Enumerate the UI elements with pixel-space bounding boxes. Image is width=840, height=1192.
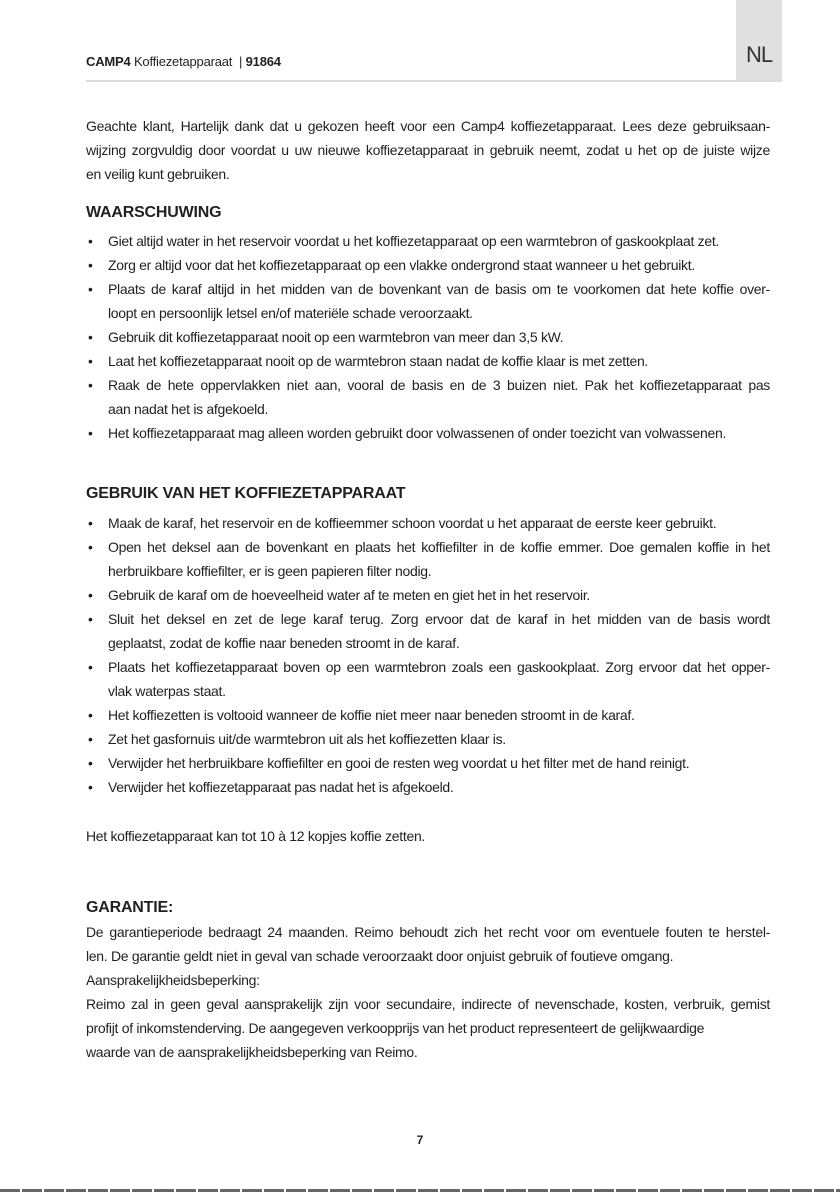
list-item-line: • Verwijder het herbruikbare koffiefilter en gooi de resten weg voordat u het filter met de hand reinigt. <box>108 755 690 771</box>
list-item-line: • Plaats het koffiezetapparaat boven op een warmtebron zoals een gaskookplaat. Zorg ervoor dat het opper- <box>108 659 770 675</box>
warning-list <box>86 229 770 445</box>
list-item <box>86 421 770 445</box>
warranty-line: profijt of inkomstenderving. De aangegeven verkoopprijs van het product representeert de gelijkwaardige <box>86 1020 705 1036</box>
list-item-line: geplaatst, zodat de koffie naar beneden stroomt in de karaf. <box>108 635 460 651</box>
list-item-line: • Het koffiezetapparaat mag alleen worden gebruikt door volwassenen of onder toezicht van volwassenen. <box>108 425 727 441</box>
intro-line: en veilig kunt gebruiken. <box>86 166 230 182</box>
warranty-line: Reimo zal in geen geval aansprakelijk zijn voor secundaire, indirecte of nevenschade, kosten, verbruik, gemist <box>86 996 770 1012</box>
list-item-line: loopt en persoonlijk letsel en/of materiële schade veroorzaakt. <box>108 305 473 321</box>
warranty-line: len. De garantie geldt niet in geval van schade veroorzaakt door onjuist gebruik of foutieve omgang. <box>86 948 674 964</box>
list-item-line: • Giet altijd water in het reservoir voordat u het koffiezetapparaat op een warmtebron of gaskookplaat zet. <box>108 233 720 249</box>
list-item-line: • Gebruik de karaf om de hoeveelheid water af te meten en giet het in het reservoir. <box>108 587 591 603</box>
list-item <box>86 775 770 799</box>
list-item <box>86 253 770 277</box>
brand: CAMP4 <box>86 54 131 69</box>
list-item-line: • Sluit het deksel en zet de lege karaf terug. Zorg ervoor dat de karaf in het midden van de basis wordt <box>108 611 770 627</box>
warning-heading: WAARSCHUWING <box>86 204 222 221</box>
list-item <box>86 607 770 655</box>
article-number: 91864 <box>245 54 281 69</box>
list-item-line: • Gebruik dit koffiezetapparaat nooit op een warmtebron van meer dan 3,5 kW. <box>108 329 564 345</box>
intro-line: wijzing zorgvuldig door voordat u uw nieuwe koffiezetapparaat in gebruik neemt, zodat u het op de juiste wijze <box>86 142 770 158</box>
list-item <box>86 229 770 253</box>
list-item-line: • Open het deksel aan de bovenkant en plaats het koffiefilter in de koffie emmer. Doe gemalen koffie in het <box>108 539 770 555</box>
language-tab <box>736 0 782 80</box>
list-item <box>86 277 770 325</box>
header-divider <box>86 80 782 82</box>
list-item-line: • Laat het koffiezetapparaat nooit op de warmtebron staan nadat de koffie klaar is met zetten. <box>108 353 649 369</box>
warranty-heading: GARANTIE: <box>86 899 174 916</box>
list-item <box>86 373 770 421</box>
intro-paragraph <box>86 114 770 186</box>
intro-line: Geachte klant, Hartelijk dank dat u gekozen heeft voor een Camp4 koffiezetapparaat. Lees deze gebruiksaan- <box>86 118 770 134</box>
list-item-line: • Zorg er altijd voor dat het koffiezetapparaat op een vlakke ondergrond staat wanneer u het gebruikt. <box>108 257 695 273</box>
separator: | <box>239 54 243 69</box>
list-item <box>86 583 770 607</box>
usage-list <box>86 511 770 799</box>
list-item-line: • Verwijder het koffiezetapparaat pas nadat het is afgekoeld. <box>108 779 454 795</box>
list-item <box>86 349 770 373</box>
list-item-line: vlak waterpas staat. <box>108 683 226 699</box>
list-item-line: herbruikbare koffiefilter, er is geen papieren filter nodig. <box>108 563 432 579</box>
list-item <box>86 511 770 535</box>
warranty-line: De garantieperiode bedraagt 24 maanden. Reimo behoudt zich het recht voor om eventuele fouten te herstel- <box>86 924 770 940</box>
product-name: Koffiezetapparaat <box>133 54 233 69</box>
warranty-text <box>86 920 770 1064</box>
list-item <box>86 655 770 703</box>
list-item-line: • Raak de hete oppervlakken niet aan, vooral de basis en de 3 buizen niet. Pak het koffiezetapparaat pas <box>108 377 770 393</box>
list-item <box>86 751 770 775</box>
capacity-text: Het koffiezetapparaat kan tot 10 à 12 kopjes koffie zetten. <box>86 828 426 844</box>
usage-heading: GEBRUIK VAN HET KOFFIEZETAPPARAAT <box>86 485 406 502</box>
list-item <box>86 325 770 349</box>
list-item-line: • Het koffiezetten is voltooid wanneer de koffie niet meer naar beneden stroomt in de karaf. <box>108 707 635 723</box>
list-item-line: • Maak de karaf, het reservoir en de koffieemmer schoon voordat u het apparaat de eerste keer gebruikt. <box>108 515 717 531</box>
list-item <box>86 703 770 727</box>
list-item-line: aan nadat het is afgekoeld. <box>108 401 269 417</box>
warranty-line: Aansprakelijkheidsbeperking: <box>86 972 260 988</box>
list-item <box>86 535 770 583</box>
running-header <box>86 54 281 69</box>
warranty-line: waarde van de aansprakelijkheidsbeperking van Reimo. <box>86 1044 418 1060</box>
list-item-line: • Zet het gasfornuis uit/de warmtebron uit als het koffiezetten klaar is. <box>108 731 506 747</box>
page-number: 7 <box>416 1133 424 1147</box>
capacity-note <box>86 824 770 848</box>
list-item <box>86 727 770 751</box>
list-item-line: • Plaats de karaf altijd in het midden van de bovenkant van de basis om te voorkomen dat hete koffie over- <box>108 281 770 297</box>
language-code: NL <box>745 42 773 67</box>
